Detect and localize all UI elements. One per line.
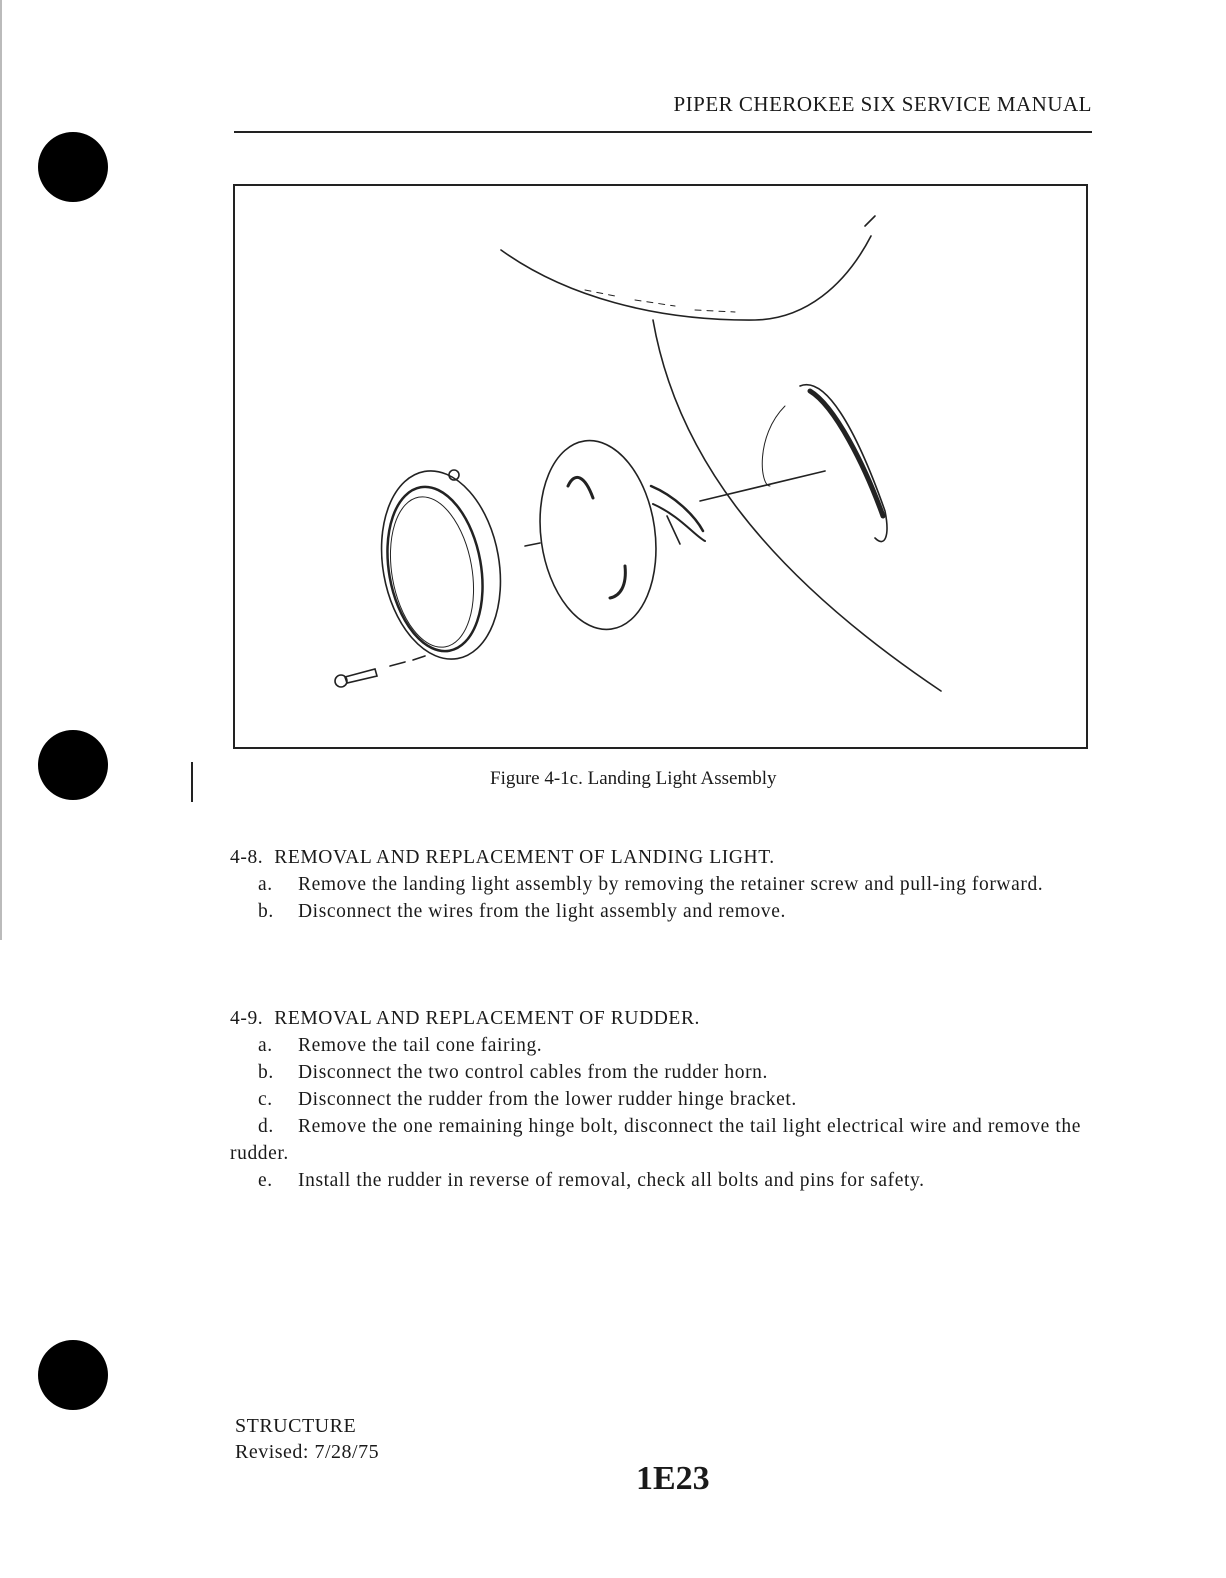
- section-number: 4-9.: [230, 1008, 264, 1029]
- section-heading: [230, 844, 1100, 871]
- step-text: Install the rudder in reverse of removal, check all bolts and pins for safety.: [298, 1170, 925, 1191]
- punch-hole-top: [38, 132, 108, 202]
- footer-section: STRUCTURE: [235, 1415, 357, 1437]
- step-letter: e.: [258, 1170, 273, 1191]
- cowling-outline: [501, 236, 871, 320]
- fuselage-outline: [653, 320, 941, 691]
- cowling-edge: [865, 216, 875, 226]
- step-letter: a.: [258, 874, 273, 895]
- section-landing-light: [230, 844, 1100, 925]
- light-recess: [800, 385, 887, 542]
- step-letter: d.: [258, 1116, 274, 1137]
- figure-caption: Figure 4-1c. Landing Light Assembly: [490, 768, 777, 789]
- scan-edge-line: [0, 0, 2, 940]
- step-a: [230, 1032, 1100, 1059]
- header-rule: [234, 131, 1092, 133]
- section-title: REMOVAL AND REPLACEMENT OF RUDDER.: [274, 1008, 701, 1029]
- figure-frame: [233, 184, 1088, 749]
- revision-bar: [191, 762, 193, 802]
- page-number: 1E23: [636, 1460, 710, 1497]
- retainer-screw: [345, 669, 377, 683]
- step-text: Remove the one remaining hinge bolt, disconnect the tail light electrical wire and remove the rudder.: [230, 1116, 1082, 1164]
- step-letter: c.: [258, 1089, 273, 1110]
- section-heading: [230, 1005, 1100, 1032]
- manual-title: PIPER CHEROKEE SIX SERVICE MANUAL: [673, 92, 1092, 116]
- step-letter: b.: [258, 901, 274, 922]
- punch-hole-middle: [38, 730, 108, 800]
- retainer-ring-inner: [375, 479, 494, 658]
- footer-block: [235, 1413, 379, 1465]
- step-text: Remove the landing light assembly by removing the retainer screw and pull-ing forward.: [298, 874, 1044, 895]
- section-rudder: [230, 1005, 1100, 1194]
- step-a: [230, 871, 1100, 898]
- step-text: Disconnect the two control cables from the rudder horn.: [298, 1062, 768, 1083]
- section-title: REMOVAL AND REPLACEMENT OF LANDING LIGHT.: [274, 847, 775, 868]
- step-text: Disconnect the wires from the light assembly and remove.: [298, 901, 786, 922]
- center-line: [700, 471, 825, 501]
- landing-light-illustration: [235, 186, 1086, 747]
- step-b: [230, 898, 1100, 925]
- step-letter: b.: [258, 1062, 274, 1083]
- footer-revised: Revised: 7/28/75: [235, 1441, 380, 1463]
- step-d: [230, 1113, 1100, 1167]
- step-text: Disconnect the rudder from the lower rudder hinge bracket.: [298, 1089, 797, 1110]
- sealed-beam-lamp: [528, 433, 667, 637]
- section-number: 4-8.: [230, 847, 264, 868]
- step-c: [230, 1086, 1100, 1113]
- step-text: Remove the tail cone fairing.: [298, 1035, 543, 1056]
- punch-hole-bottom: [38, 1340, 108, 1410]
- step-letter: a.: [258, 1035, 273, 1056]
- step-b: [230, 1059, 1100, 1086]
- step-e: [230, 1167, 1100, 1194]
